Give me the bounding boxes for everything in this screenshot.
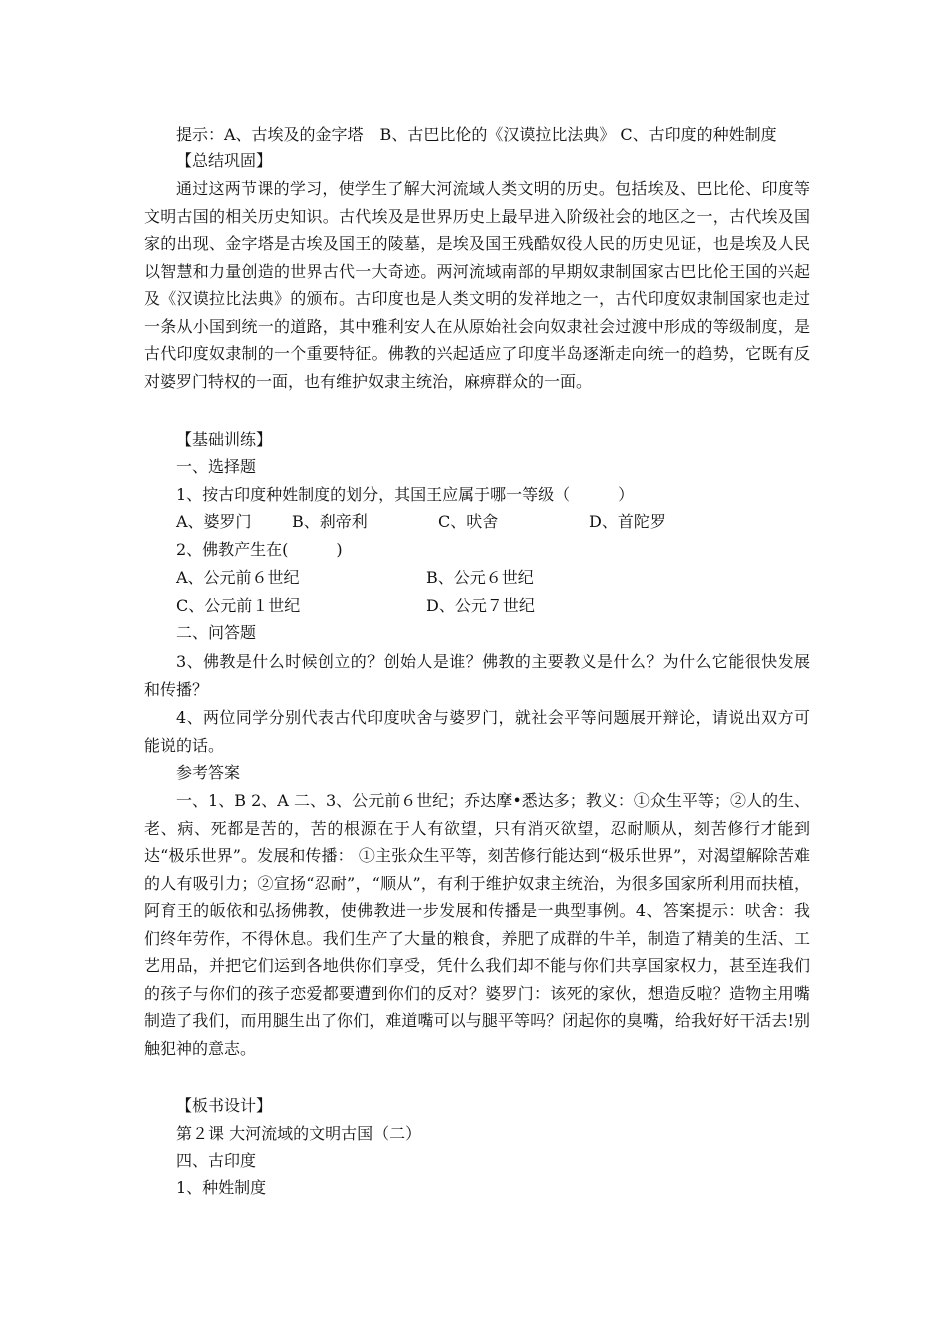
question-2: 2、佛教产生在( ) — [176, 540, 343, 559]
q2-option-b: B、公元６世纪 — [426, 568, 534, 587]
board-part: 四、古印度 — [176, 1151, 257, 1170]
q1-option-b: B、刹帝利 — [292, 512, 368, 531]
q2-option-d: D、公元７世纪 — [426, 596, 535, 615]
question-1: 1、按古印度种姓制度的划分，其国王应属于哪一等级（ ） — [176, 485, 635, 504]
answers-heading: 参考答案 — [176, 763, 241, 782]
question-2-options-row2 — [176, 596, 816, 616]
q1-option-a: A、婆罗门 — [176, 512, 252, 531]
training-heading: 【基础训练】 — [176, 430, 273, 449]
answers-text: 一、1、B 2、A 二、3、公元前６世纪；乔达摩•悉达多；教义：①众生平等；②人的生、老、病、死都是苦的，苦的根源在于人有欲望，只有消灭欲望，忍耐顺从，刻苦修行才能到达“极乐世界”。发展和传播： ①主张众生平等，刻苦修行能达到“极乐世界”，对渴望解除苦难的人有吸引力；②宣扬“忍耐”，“顺从”，有利于维护奴隶主统治，为很多国家所利用而扶植，阿育王的皈依和弘扬佛教，使佛教进一步发展和传播是一典型事例。4、答案提示：吠舍：我们终年劳作，不得休息。我们生产了大量的粮食，养肥了成群的牛羊，制造了精美的生活、工艺用品，并把它们运到各地供你们享受，凭什么我们却不能与你们共享国家权力，甚至连我们的孩子与你们的孩子恋爱都要遭到你们的反对？婆罗门：该死的家伙，想造反啦？造物主用嘴制造了我们，而用腿生出了你们，难道嘴可以与腿平等吗？闭起你的臭嘴，给我好好干活去!别触犯神的意志。 — [144, 791, 810, 1058]
summary-heading: 【总结巩固】 — [176, 151, 273, 170]
q1-option-d: D、首陀罗 — [589, 512, 666, 531]
question-2-options-row1 — [176, 568, 816, 588]
summary-text: 通过这两节课的学习，使学生了解大河流域人类文明的历史。包括埃及、巴比伦、印度等文明古国的相关历史知识。古代埃及是世界历史上最早进入阶级社会的地区之一，古代埃及国家的出现、金字塔是古埃及国王的陵墓，是埃及国王残酷奴役人民的历史见证，也是埃及人民以智慧和力量创造的世界古代一大奇迹。两河流域南部的早期奴隶制国家古巴比伦王国的兴起及《汉谟拉比法典》的颁布。古印度也是人类文明的发祥地之一，古代印度奴隶制国家也走过一条从小国到统一的道路，其中雅利安人在从原始社会向奴隶社会过渡中形成的等级制度，是古代印度奴隶制的一个重要特征。佛教的兴起适应了印度半岛逐渐走向统一的趋势，它既有反对婆罗门特权的一面，也有维护奴隶主统治，麻痹群众的一面。 — [144, 179, 810, 391]
question-1-options — [176, 512, 816, 532]
board-item: 1、种姓制度 — [176, 1178, 267, 1197]
qa-section-title: 二、问答题 — [176, 623, 257, 642]
question-3: 3、佛教是什么时候创立的？创始人是谁？佛教的主要教义是什么？为什么它能很快发展和传播？ — [144, 652, 810, 699]
question-4-paragraph — [144, 704, 810, 759]
summary-paragraph — [144, 175, 810, 395]
choice-section-title: 一、选择题 — [176, 457, 257, 476]
board-lesson-title: 第２课 大河流域的文明古国（二） — [176, 1124, 422, 1143]
answers-paragraph — [144, 787, 810, 1062]
q2-option-a: A、公元前６世纪 — [176, 568, 300, 587]
hint-line: 提示：A、古埃及的金字塔 B、古巴比伦的《汉谟拉比法典》 C、古印度的种姓制度 — [176, 125, 777, 144]
question-4: 4、两位同学分别代表古代印度吠舍与婆罗门，就社会平等问题展开辩论，请说出双方可能说的话。 — [144, 708, 810, 755]
q1-option-c: C、吠舍 — [438, 512, 499, 531]
q2-option-c: C、公元前１世纪 — [176, 596, 301, 615]
question-3-paragraph — [144, 648, 810, 703]
board-heading: 【板书设计】 — [176, 1096, 273, 1115]
